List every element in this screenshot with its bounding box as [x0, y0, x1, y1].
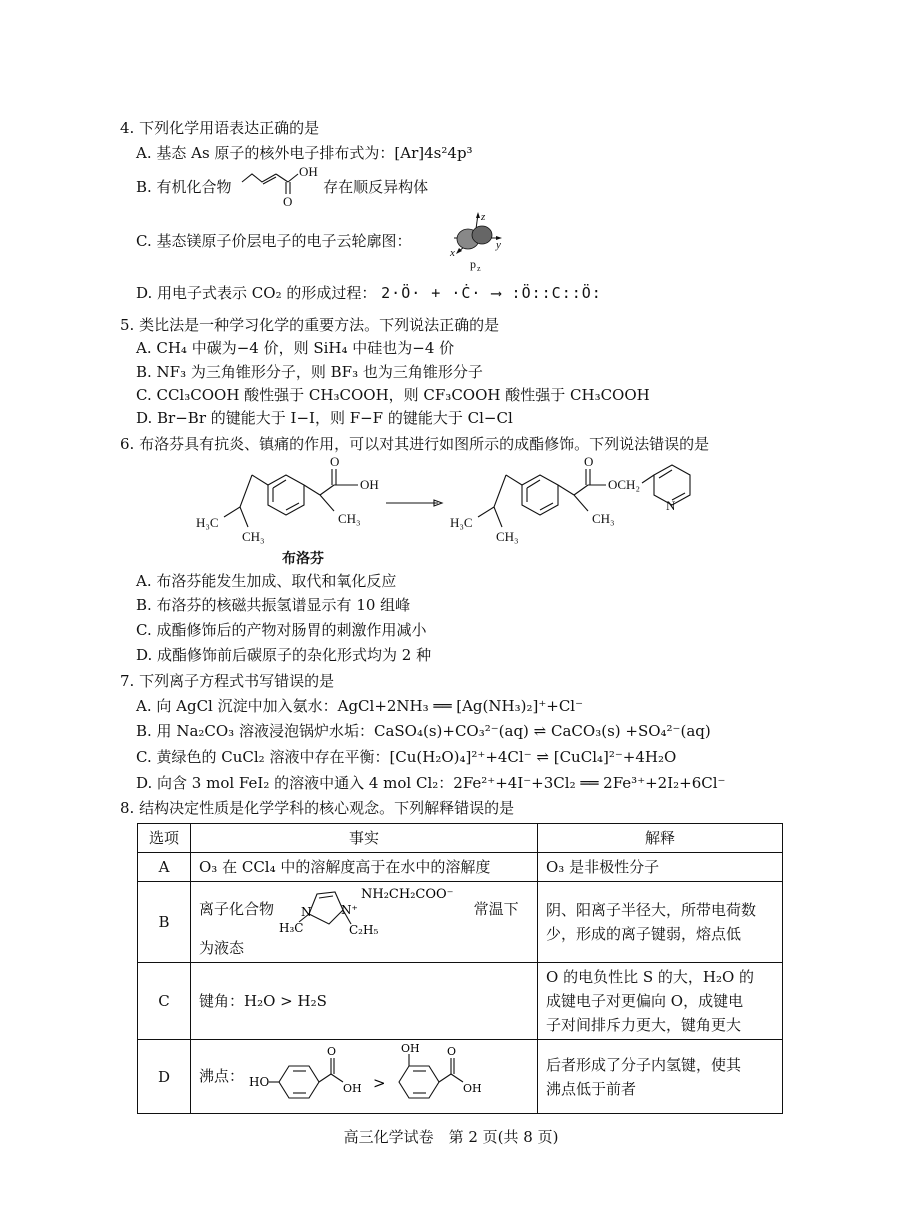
row-c-exp-line2: 成键电子对更偏向 O，成键电 [546, 992, 744, 1010]
ionic-liquid-structure [279, 884, 469, 936]
svg-text:CH₃: CH₃ [592, 511, 615, 526]
table-row [138, 882, 783, 963]
svg-text:NH₂CH₂COO⁻: NH₂CH₂COO⁻ [360, 887, 454, 902]
row-d-exp-line1: 后者形成了分子内氢键，使其 [546, 1055, 742, 1074]
q7-option-d: D. 向含 3 mol FeI₂ 的溶液中通入 4 mol Cl₂：2Fe²⁺+4I⁻+3Cl₂ ══ 2Fe³⁺+2I₂+6Cl⁻ [136, 774, 726, 792]
axis-z: z [481, 211, 486, 223]
row-b-exp-line1: 阴、阳离子半径大，所带电荷数 [546, 901, 757, 919]
svg-text:O: O [584, 454, 594, 469]
svg-text:OCH₂: OCH₂ [608, 477, 640, 492]
header-fact: 事实 [191, 824, 538, 853]
row-b-fact [191, 882, 538, 963]
row-b-fact-line2: 为液态 [199, 939, 245, 957]
q6-option-d: D. 成酯修饰前后碳原子的杂化形式均为 2 种 [136, 646, 432, 664]
svg-text:H₃C: H₃C [196, 515, 219, 530]
header-option: 选项 [138, 824, 191, 853]
hydroxybenzoic-acids-structures [248, 1041, 519, 1110]
axis-y: y [496, 239, 501, 251]
q5-option-b: B. NF₃ 为三角锥形分子，则 BF₃ 也为三角锥形分子 [136, 363, 483, 381]
svg-text:H₃C: H₃C [450, 515, 473, 530]
ibuprofen-esterification-scheme [196, 455, 756, 573]
row-c-exp-line3: 子对间排斥力更大，键角更大 [546, 1016, 742, 1034]
q4-option-d [136, 283, 602, 303]
row-d-explanation [538, 1040, 783, 1114]
row-d-exp-line2: 沸点低于前者 [546, 1079, 637, 1098]
electron-dot-equation: 2·Ö· + ·Ċ· ⟶ :Ö::C::Ö: [381, 284, 602, 302]
table-row [138, 1040, 783, 1114]
row-d-fact-pre: 沸点： [199, 1066, 245, 1085]
svg-text:OH: OH [342, 1081, 362, 1095]
row-d-fact [191, 1040, 538, 1114]
ibuprofen-caption: 布洛芬 [282, 552, 324, 567]
svg-text:H₃C: H₃C [278, 921, 304, 935]
q6-option-c: C. 成酯修饰后的产物对肠胃的刺激作用减小 [136, 621, 427, 639]
row-c-fact: 键角：H₂O > H₂S [191, 963, 538, 1040]
q6-stem: 6. 布洛芬具有抗炎、镇痛的作用，可以对其进行如图所示的成酯修饰。下列说法错误的是 [120, 435, 710, 453]
table-row [138, 853, 783, 882]
q7-option-a: A. 向 AgCl 沉淀中加入氨水：AgCl+2NH₃ ══ [Ag(NH₃)₂]⁺+Cl⁻ [136, 697, 584, 715]
q7-stem: 7. 下列离子方程式书写错误的是 [120, 672, 335, 690]
row-b-explanation [538, 882, 783, 963]
q4-stem: 4. 下列化学用语表达正确的是 [120, 119, 320, 137]
row-c-exp-line1: O 的电负性比 S 的大，H₂O 的 [546, 968, 755, 986]
crotonic-acid-structure [238, 160, 324, 208]
svg-text:C₂H₅: C₂H₅ [348, 923, 379, 937]
q4-option-a: A. 基态 As 原子的核外电子排布式为：[Ar]4s²4p³ [136, 144, 473, 162]
svg-text:OH: OH [462, 1081, 482, 1095]
orbital-label-sub: z [477, 264, 481, 273]
axis-x: x [450, 247, 455, 259]
q7-option-b: B. 用 Na₂CO₃ 溶液浸泡锅炉水垢：CaSO₄(s)+CO₃²⁻(aq) ⇌ CaCO₃(s) +SO₄²⁻(aq) [136, 722, 711, 740]
q4-option-b-pre: B. 有机化合物 [136, 178, 232, 196]
q8-table [137, 823, 783, 1114]
row-a-explanation: O₃ 是非极性分子 [538, 853, 783, 882]
header-explanation: 解释 [538, 824, 783, 853]
svg-text:HO: HO [248, 1074, 270, 1089]
q6-option-b: B. 布洛芬的核磁共振氢谱显示有 10 组峰 [136, 596, 411, 614]
q6-option-a: A. 布洛芬能发生加成、取代和氧化反应 [136, 572, 397, 590]
svg-text:O: O [330, 454, 340, 469]
orbital-label: p [470, 257, 476, 271]
q4-option-b-post: 存在顺反异构体 [323, 178, 429, 196]
q5-option-c: C. CCl₃COOH 酸性强于 CH₃COOH，则 CF₃COOH 酸性强于 CH₃COOH [136, 386, 650, 404]
q5-stem: 5. 类比法是一种学习化学的重要方法。下列说法正确的是 [120, 316, 500, 334]
svg-text:N⁺: N⁺ [340, 903, 358, 917]
svg-text:OH: OH [360, 477, 379, 492]
q7-option-c: C. 黄绿色的 CuCl₂ 溶液中存在平衡：[Cu(H₂O)₄]²⁺+4Cl⁻ ⇌ [CuCl₄]²⁻+4H₂O [136, 748, 677, 766]
row-b-fact-pre: 离子化合物 [199, 900, 275, 918]
row-b-option: B [138, 882, 191, 963]
svg-text:OH: OH [400, 1041, 420, 1055]
row-c-explanation [538, 963, 783, 1040]
p-orbital-diagram [448, 208, 508, 272]
q4-option-d-pre: D. 用电子式表示 CO₂ 的形成过程： [136, 284, 377, 302]
row-c-option: C [138, 963, 191, 1040]
row-d-option: D [138, 1040, 191, 1114]
table-row [138, 963, 783, 1040]
svg-text:N: N [666, 498, 676, 513]
row-a-fact: O₃ 在 CCl₄ 中的溶解度高于在水中的溶解度 [191, 853, 538, 882]
q5-option-d: D. Br−Br 的键能大于 I−I，则 F−F 的键能大于 Cl−Cl [136, 409, 513, 427]
page-footer: 高三化学试卷 第 2 页(共 8 页) [343, 1128, 559, 1146]
row-b-fact-post: 常温下 [473, 900, 519, 918]
svg-text:CH₃: CH₃ [496, 529, 519, 544]
q4-option-c: C. 基态镁原子价层电子的电子云轮廓图： [136, 232, 412, 250]
svg-text:CH₃: CH₃ [242, 529, 265, 544]
svg-text:O: O [326, 1044, 336, 1058]
svg-text:>: > [372, 1073, 386, 1092]
svg-text:CH₃: CH₃ [338, 511, 361, 526]
label-o: O [283, 194, 293, 209]
svg-text:N: N [300, 905, 312, 919]
q8-stem: 8. 结构决定性质是化学学科的核心观念。下列解释错误的是 [120, 799, 515, 817]
row-b-exp-line2: 少，形成的离子键弱，熔点低 [546, 925, 742, 943]
row-a-option: A [138, 853, 191, 882]
svg-text:O: O [446, 1044, 456, 1058]
q5-option-a: A. CH₄ 中碳为−4 价，则 SiH₄ 中硅也为−4 价 [136, 339, 455, 357]
label-oh: OH [299, 164, 318, 179]
